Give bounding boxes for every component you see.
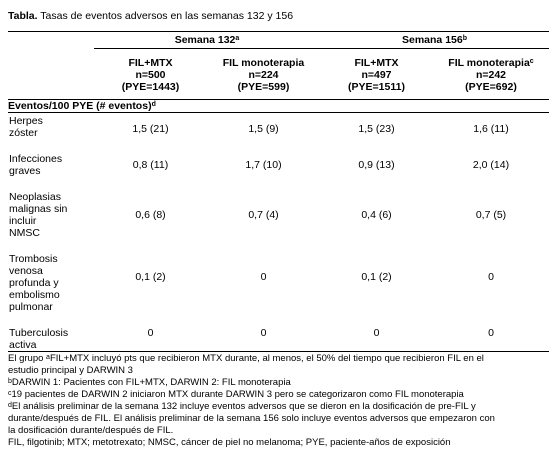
title-prefix: Tabla. [8,10,38,22]
table-row [8,113,549,151]
cell-value: 1,6 (11) [473,123,509,135]
cell-value: 0 [260,326,267,339]
table-bottom-rule [8,351,549,352]
cell-value: 0,9 (13) [358,158,395,171]
week-header-row [8,32,549,49]
footnote: $^c$19 pacientes de DARWIN 2 iniciaron MTX durante DARWIN 3 pero se categorizaron como FIL monoterapia [8,389,464,400]
cell-value: 1,5 (23) [358,123,395,135]
group-header-row [8,49,549,100]
group-header: FIL monoterapia$^c$ n=242 (PYE=692) [448,57,534,93]
row-label: Neoplasias malignas sin incluir NMSC [9,190,68,239]
cell-value: 0,8 (11) [132,158,169,171]
cell-value: 1,7 (10) [245,158,282,171]
cell-value: 0,1 (2) [361,270,392,283]
cell-value: 2,0 (14) [472,158,510,171]
row-label: Herpes zóster [9,115,43,139]
title-text: Tasas de eventos adversos en las semanas 132 y 156 [37,10,294,22]
cell-value: 1,5 (9) [248,123,279,135]
row-label: Tuberculosis activa [9,326,69,351]
row-label: Trombosis venosa profunda y embolismo pulmonar [9,252,60,313]
cell-value: 0,1 (2) [135,270,166,283]
eventos-header: Eventos/100 PYE (# eventos)$^d$ [8,100,549,113]
week-132-header: Semana 132$^a$ [94,32,320,49]
table-row [8,189,549,251]
cell-value: 1,5 (21) [132,123,169,135]
footnote: $^b$DARWIN 1: Pacientes con FIL+MTX, DARWIN 2: FIL monoterapia [8,377,291,388]
cell-value: 0 [488,270,494,283]
table-title [8,10,293,22]
group-header: FIL+MTX n=500 (PYE=1443) [121,57,180,93]
cell-value: 0,7 (5) [475,208,507,221]
week-156-header: Semana 156$^b$ [320,32,549,49]
table-row [8,251,549,325]
footnote: estudio principal y DARWIN 3 [8,365,133,376]
cell-value: 0,4 (6) [361,208,392,221]
table-row [8,325,549,355]
corner-cell [8,32,94,49]
cell-value: 0 [373,326,380,339]
footnote: El grupo $^a$FIL+MTX incluyó pts que recibieron MTX durante, al menos, el 50% del tiempo que recibieron FIL en el [8,353,484,364]
row-label: Infecciones graves [9,152,63,177]
group-header: FIL+MTX n=497 (PYE=1511) [348,57,405,93]
eventos-header-row [8,100,549,113]
cell-value: 0 [260,270,267,283]
footnote: FIL, filgotinib; MTX; metotrexato; NMSC, cáncer de piel no melanoma; PYE, paciente-años de exposición [8,437,451,448]
footnote: durante/después de FIL. El análisis preliminar de la semana 156 solo incluye eventos adversos que empezaron con [8,413,495,424]
footnote: $^d$El análisis preliminar de la semana 132 incluye eventos adversos que se dieron en la dosificación de pre-FIL y [8,401,476,412]
group-header: FIL monoterapia n=224 (PYE=599) [222,57,305,93]
cell-value: 0,7 (4) [248,208,279,221]
cell-value: 0 [147,326,154,339]
footnote: la dosificación durante/después de FIL. [8,425,174,436]
adverse-events-table [8,31,549,355]
table-row [8,151,549,189]
cell-value: 0,6 (8) [135,208,166,221]
cell-value: 0 [488,326,494,339]
footnotes [8,353,553,449]
